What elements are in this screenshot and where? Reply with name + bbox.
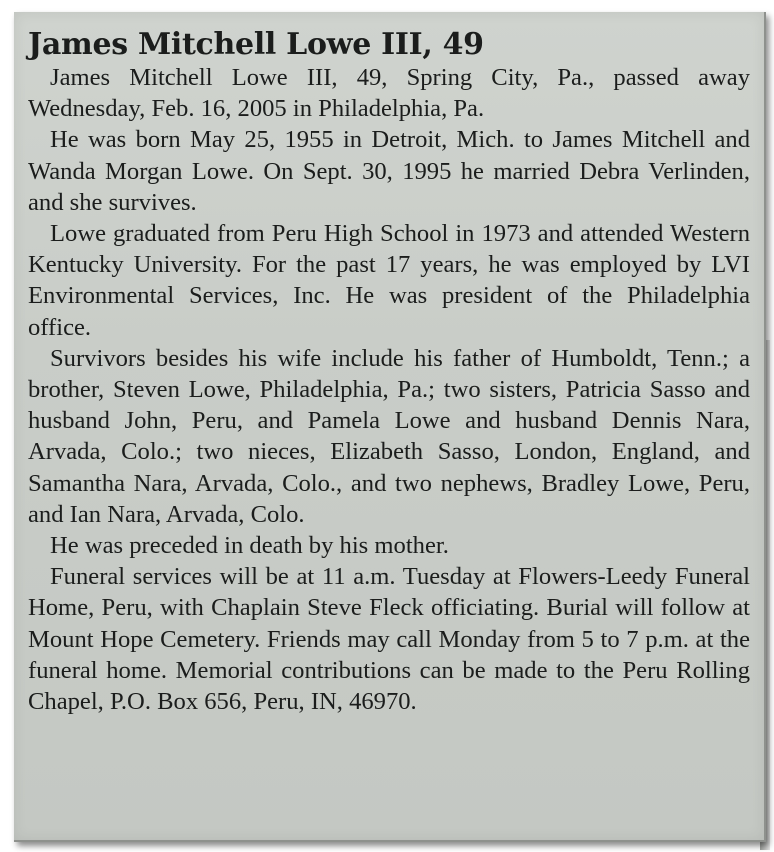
paragraph-birth-marriage: He was born May 25, 1955 in Detroit, Mich. to James Mitchell and Wanda Morgan Lowe. On Sept. 30, 1995 he married Debra Verlinden, and she survives.	[28, 126, 750, 216]
paragraph-death-notice: James Mitchell Lowe III, 49, Spring City, Pa., passed away Wednesday, Feb. 16, 2005 in Philadelphia, Pa.	[28, 64, 750, 123]
obituary-article	[28, 28, 750, 717]
paragraph-education-career: Lowe graduated from Peru High School in 1973 and attended Western Kentucky University. For the past 17 years, he was employed by LVI Environmental Services, Inc. He was president of the Philadelphia office.	[28, 220, 750, 341]
paragraph-preceded: He was preceded in death by his mother.	[50, 532, 449, 560]
obituary-headline: James Mitchell Lowe III, 49	[28, 27, 484, 62]
paragraph-survivors: Survivors besides his wife include his father of Humboldt, Tenn.; a brother, Steven Lowe, Philadelphia, Pa.; two sisters, Patricia Sasso and husband John, Peru, and Pamela Lowe and husband Dennis Nara, Arvada, Colo.; two nieces, Elizabeth Sasso, London, England, and Samantha Nara, Arvada, Colo., and two nephews, Bradley Lowe, Peru, and Ian Nara, Arvada, Colo.	[28, 344, 750, 528]
newspaper-clipping	[14, 12, 766, 842]
paragraph-services: Funeral services will be at 11 a.m. Tuesday at Flowers-Leedy Funeral Home, Peru, with Chaplain Steve Fleck officiating. Burial will follow at Mount Hope Cemetery. Friends may call Monday from 5 to 7 p.m. at the funeral home. Memorial contributions can be made to the Peru Rolling Chapel, P.O. Box 656, Peru, IN, 46970.	[28, 563, 750, 716]
